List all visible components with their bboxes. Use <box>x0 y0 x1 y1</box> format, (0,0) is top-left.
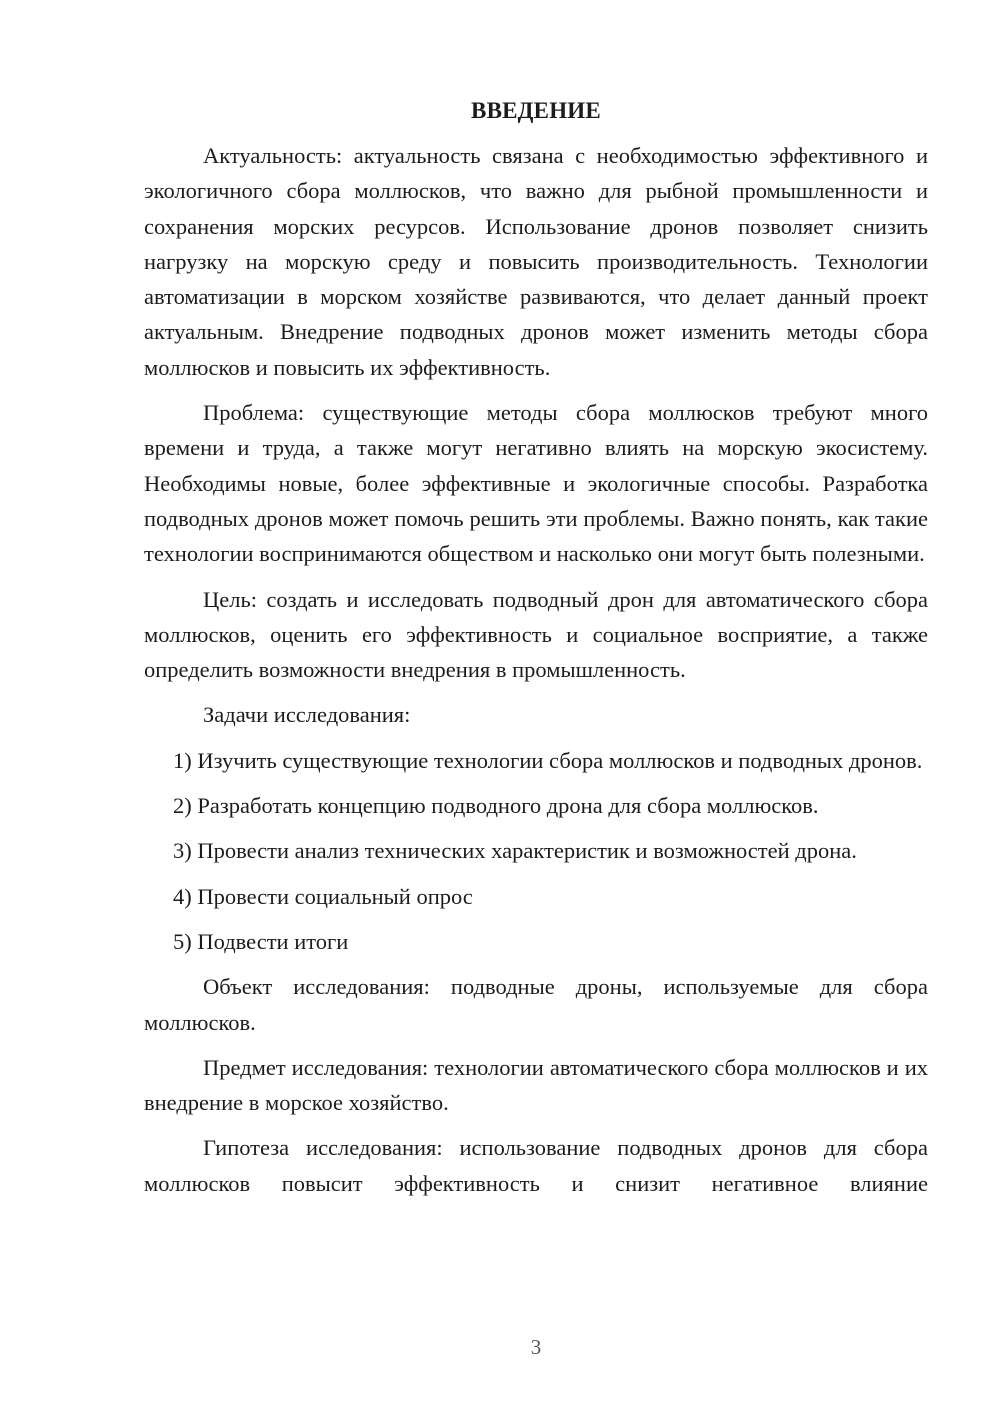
paragraph-tasks-intro: Задачи исследования: <box>203 702 411 728</box>
task-item: 5) Подвести итоги <box>173 928 349 954</box>
paragraph-goal: Цель: создать и исследовать подводный дрон для автоматического сбора моллюсков, оценить его эффективность и социальное восприятие, а также определить возможности внедрения в промышленность. <box>144 586 928 683</box>
paragraph-object: Объект исследования: подводные дроны, используемые для сбора моллюсков. <box>144 974 928 1035</box>
page-content <box>144 94 928 1211</box>
task-item: 4) Провести социальный опрос <box>173 883 473 909</box>
task-item: 2) Разработать концепцию подводного дрона для сбора моллюсков. <box>173 793 819 819</box>
paragraph-hypothesis: Гипотеза исследования: использование подводных дронов для сбора моллюсков повысит эффективность и снизит негативное влияние <box>144 1135 928 1196</box>
task-item: 1) Изучить существующие технологии сбора моллюсков и подводных дронов. <box>173 747 923 773</box>
task-item: 3) Провести анализ технических характеристик и возможностей дрона. <box>173 838 857 864</box>
paragraph-relevance: Актуальность: актуальность связана с необходимостью эффективного и экологичного сбора моллюсков, что важно для рыбной промышленности и сохранения морских ресурсов. Использование дронов позволяет снизить нагрузку на морскую среду и повысить производительность. Технологии автоматизации в морском хозяйстве развиваются, что делает данный проект актуальным. Внедрение подводных дронов может изменить методы сбора моллюсков и повысить их эффективность. <box>144 143 928 380</box>
paragraph-problem: Проблема: существующие методы сбора моллюсков требуют много времени и труда, а также могут негативно влиять на морскую экосистему. Необходимы новые, более эффективные и экологичные способы. Разработка подводных дронов может помочь решить эти проблемы. Важно понять, как такие технологии воспринимаются обществом и насколько они могут быть полезными. <box>144 400 928 567</box>
section-heading: ВВЕДЕНИЕ <box>471 98 601 123</box>
page-number: 3 <box>530 1335 542 1359</box>
paragraph-subject: Предмет исследования: технологии автоматического сбора моллюсков и их внедрение в морское хозяйство. <box>144 1054 928 1116</box>
